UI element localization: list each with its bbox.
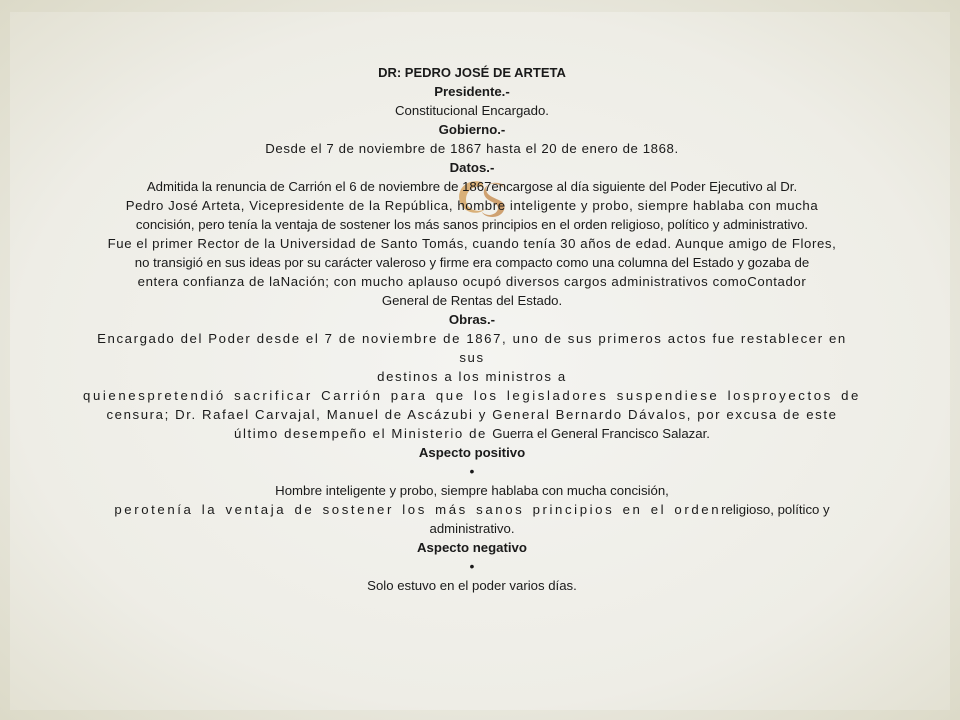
obras-line: quienespretendió sacrificar Carrión para que los legisladores suspendiese losproyectos de — [83, 388, 861, 403]
datos-line: no transigió en sus ideas por su carácter valeroso y firme era compacto como una columna del Estado y gozaba de — [134, 255, 810, 270]
obras-line: censura; Dr. Rafael Carvajal, Manuel de Ascázubi y General Bernardo Dávalos, por excusa de este — [106, 407, 838, 422]
bullet-icon: • — [469, 558, 475, 574]
page-title: DR: PEDRO JOSÉ DE ARTETA — [378, 65, 566, 80]
datos-line: concisión, pero tenía la ventaja de sostener los más sanos principios en el orden religioso, político y administrativo. — [135, 217, 809, 232]
negativo-line: Solo estuvo en el poder varios días. — [367, 578, 577, 593]
positivo-line-part: perotenía la ventaja de sostener los más sanos principios en el orden — [114, 502, 722, 517]
gobierno-text: Desde el 7 de noviembre de 1867 hasta el 20 de enero de 1868. — [265, 141, 679, 156]
positivo-line-part: religioso, político y — [721, 502, 830, 517]
obras-line-part: Guerra el General Francisco Salazar. — [492, 426, 710, 441]
heading-aspecto-negativo: Aspecto negativo — [417, 540, 527, 555]
datos-line: General de Rentas del Estado. — [381, 293, 563, 308]
datos-line: Admitida la renuncia de Carrión el 6 de noviembre de 1867encargose al día siguiente del Poder Ejecutivo al Dr. — [146, 179, 798, 194]
obras-line — [82, 424, 862, 443]
heading-presidente: Presidente.- — [434, 84, 510, 99]
obras-line-part: último desempeño el Ministerio de — [234, 426, 493, 441]
datos-line: entera confianza de laNación; con mucho aplauso ocupó diversos cargos administrativos comoContador — [137, 274, 807, 289]
positivo-line: Hombre inteligente y probo, siempre hablaba con mucha concisión, — [275, 483, 669, 498]
heading-obras: Obras.- — [448, 312, 496, 327]
heading-datos: Datos.- — [449, 160, 495, 175]
presidente-text: Constitucional Encargado. — [395, 103, 549, 118]
bullet-icon: • — [469, 463, 475, 479]
heading-gobierno: Gobierno.- — [438, 122, 506, 137]
positivo-line: administrativo. — [429, 521, 515, 536]
datos-line: Fue el primer Rector de la Universidad de Santo Tomás, cuando tenía 30 años de edad. Aunque amigo de Flores, — [107, 236, 837, 251]
obras-line: destinos a los ministros a — [377, 369, 567, 384]
positivo-line — [82, 500, 862, 519]
document-content — [82, 63, 862, 595]
heading-aspecto-positivo: Aspecto positivo — [418, 445, 526, 460]
obras-line: Encargado del Poder desde el 7 de noviembre de 1867, uno de sus primeros actos fue restablecer en sus — [97, 331, 847, 365]
datos-line: Pedro José Arteta, Vicepresidente de la República, hombre inteligente y probo, siempre hablaba con mucha — [125, 198, 819, 213]
